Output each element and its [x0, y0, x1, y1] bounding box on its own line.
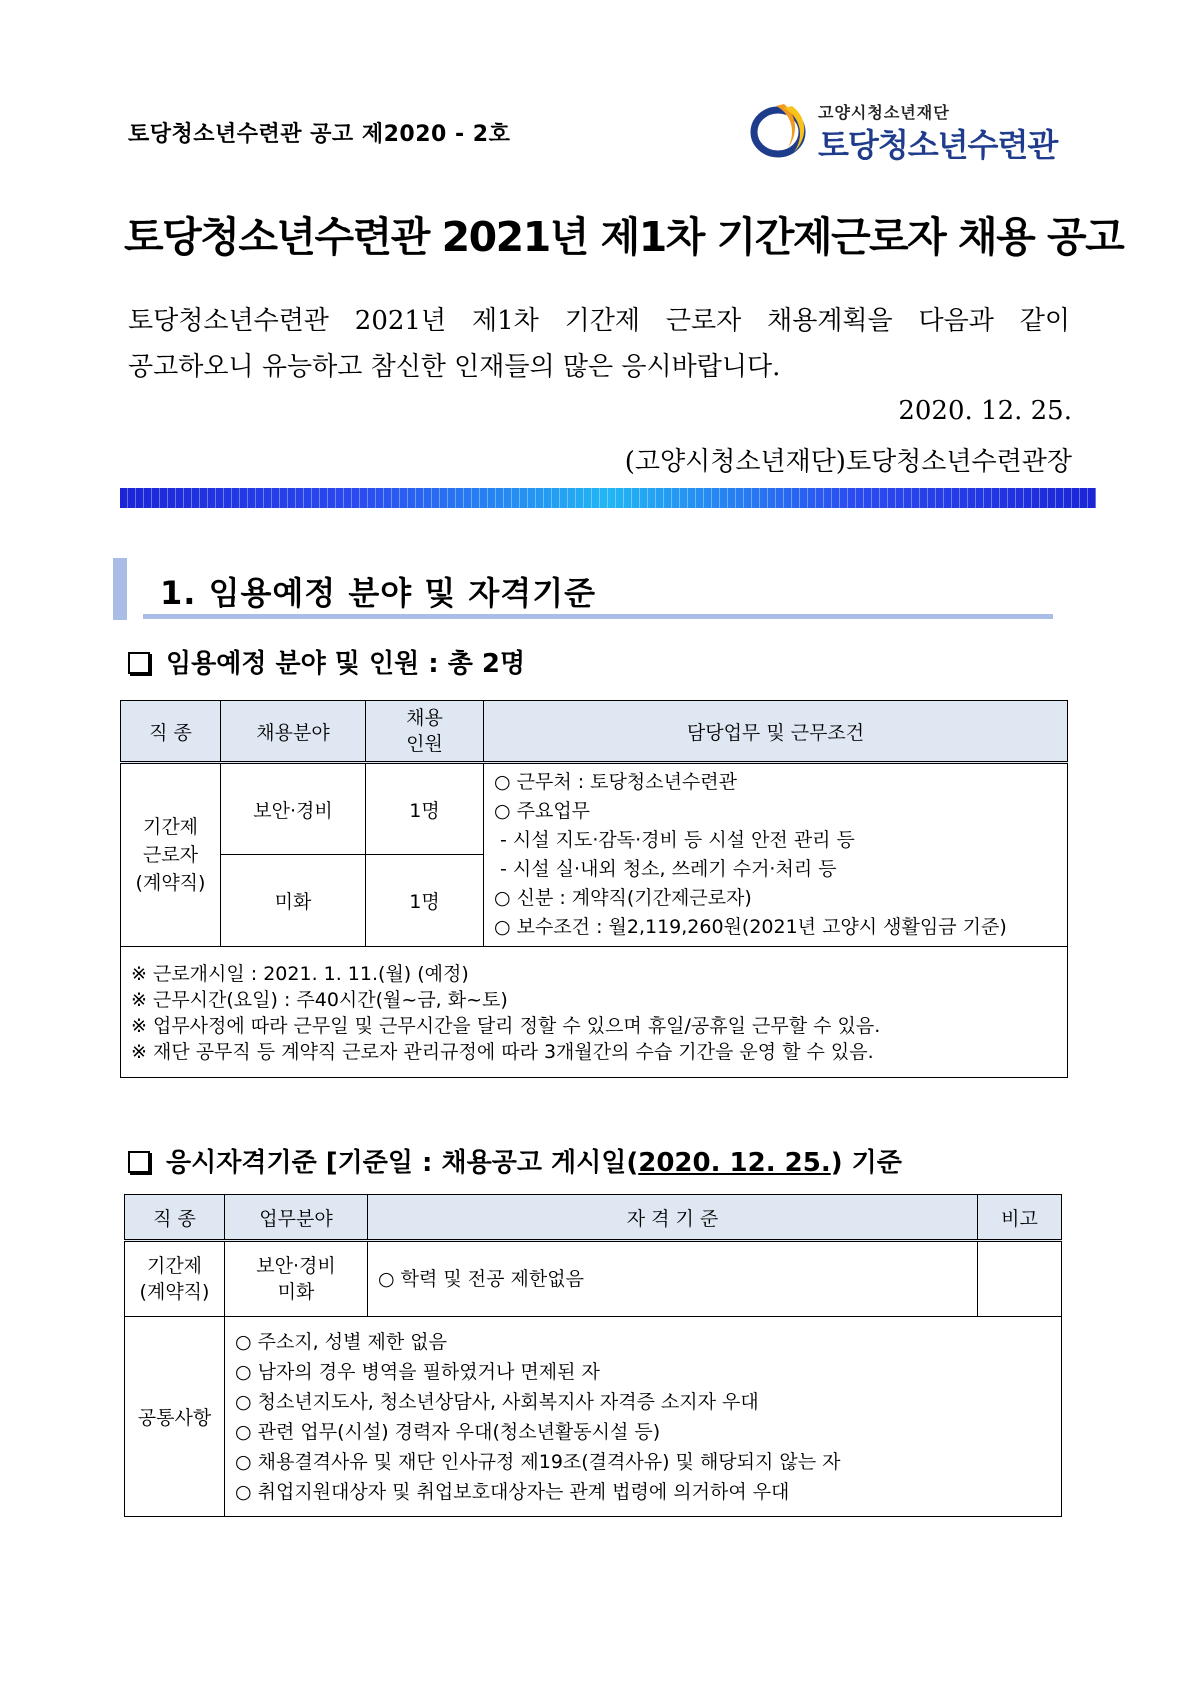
note-line: ※ 업무사정에 따라 근무일 및 근무시간을 달리 정할 수 있으며 휴일/공휴일 근무할 수 있음.	[131, 1015, 881, 1037]
remarks-cell	[978, 1241, 1062, 1317]
logo-emblem-icon	[748, 98, 816, 162]
job-type-cell: 기간제 (계약직)	[125, 1241, 225, 1317]
note-line: ※ 근로개시일 : 2021. 1. 11.(월) (예정)	[131, 963, 469, 985]
duty-line: - 시설 실·내외 청소, 쓰레기 수거·처리 등	[494, 858, 837, 880]
organization-logo	[748, 98, 1068, 162]
criteria-cell: ○ 학력 및 전공 제한없음	[368, 1241, 978, 1317]
note-line: ※ 근무시간(요일) : 주40시간(월~금, 화~토)	[131, 989, 508, 1011]
count-cell: 1명	[366, 763, 484, 855]
qualifications-base-date: 2020. 12. 25.	[638, 1148, 831, 1178]
notes-cell	[121, 947, 1068, 1078]
count-cell: 1명	[366, 855, 484, 947]
duty-line: ○ 근무처 : 토당청소년수련관	[494, 771, 737, 793]
checkbox-square-icon	[128, 652, 150, 674]
common-item: ○ 남자의 경우 병역을 필하였거나 면제된 자	[235, 1360, 600, 1383]
field-cell: 미화	[221, 855, 366, 947]
subsection-title-positions-text: 임용예정 분야 및 인원 : 총 2명	[166, 649, 526, 679]
common-label-cell: 공통사항	[125, 1317, 225, 1517]
work-field-cell: 보안·경비 미화	[225, 1241, 368, 1317]
qualifications-table	[124, 1194, 1062, 1517]
qualifications-title-suffix: ) 기준	[830, 1148, 902, 1178]
duty-line: - 시설 지도·감독·경비 등 시설 안전 관리 등	[494, 829, 855, 851]
section-underline	[143, 614, 1053, 619]
header-work-field: 업무분야	[225, 1195, 368, 1241]
common-item: ○ 취업지원대상자 및 취업보호대상자는 관계 법령에 의거하여 우대	[235, 1480, 790, 1503]
header-duties: 담당업무 및 근무조건	[484, 701, 1068, 763]
header-remarks: 비고	[978, 1195, 1062, 1241]
job-type-cell: 기간제 근로자 (계약직)	[121, 763, 221, 947]
announcement-date: 2020. 12. 25.	[898, 396, 1072, 426]
notice-number: 토당청소년수련관 공고 제2020 - 2호	[128, 122, 511, 147]
header-criteria: 자 격 기 준	[368, 1195, 978, 1241]
logo-org-text: 고양시청소년재단	[818, 103, 950, 122]
common-items-cell	[225, 1317, 1062, 1517]
header-job-type: 직 종	[125, 1195, 225, 1241]
common-item: ○ 채용결격사유 및 재단 인사규정 제19조(결격사유) 및 해당되지 않는 자	[235, 1450, 841, 1473]
header-job-type: 직 종	[121, 701, 221, 763]
subsection-title-positions	[128, 643, 525, 680]
logo-name-text: 토당청소년수련관	[818, 126, 1058, 164]
intro-line-1: 토당청소년수련관 2021년 제1차 기간제 근로자 채용계획을 다음과 같이	[128, 306, 1070, 336]
common-item: ○ 관련 업무(시설) 경력자 우대(청소년활동시설 등)	[235, 1420, 661, 1443]
issuer: (고양시청소년재단)토당청소년수련관장	[624, 447, 1072, 477]
common-item: ○ 주소지, 성별 제한 없음	[235, 1330, 447, 1353]
duty-line: ○ 보수조건 : 월2,119,260원(2021년 고양시 생활임금 기준)	[494, 916, 1007, 938]
header-count: 채용 인원	[366, 701, 484, 763]
duties-cell	[484, 763, 1068, 947]
subsection-title-qualifications	[128, 1142, 902, 1179]
qualifications-title-prefix: 응시자격기준 [기준일 : 채용공고 게시일(	[166, 1148, 639, 1178]
decorative-gradient-ticks	[120, 488, 1096, 508]
section-title: 1. 임용예정 분야 및 자격기준	[160, 574, 597, 612]
positions-table	[120, 700, 1068, 1078]
common-item: ○ 청소년지도사, 청소년상담사, 사회복지사 자격증 소지자 우대	[235, 1390, 759, 1413]
duty-line: ○ 주요업무	[494, 800, 591, 822]
intro-line-2: 공고하오니 유능하고 참신한 인재들의 많은 응시바랍니다.	[128, 352, 781, 382]
section-accent	[113, 558, 127, 620]
duty-line: ○ 신분 : 계약직(기간제근로자)	[494, 887, 752, 909]
checkbox-square-icon	[128, 1151, 150, 1173]
page-title: 토당청소년수련관 2021년 제1차 기간제근로자 채용 공고	[124, 213, 1124, 261]
note-line: ※ 재단 공무직 등 계약직 근로자 관리규정에 따라 3개월간의 수습 기간을 운영 할 수 있음.	[131, 1041, 874, 1063]
field-cell: 보안·경비	[221, 763, 366, 855]
header-field: 채용분야	[221, 701, 366, 763]
